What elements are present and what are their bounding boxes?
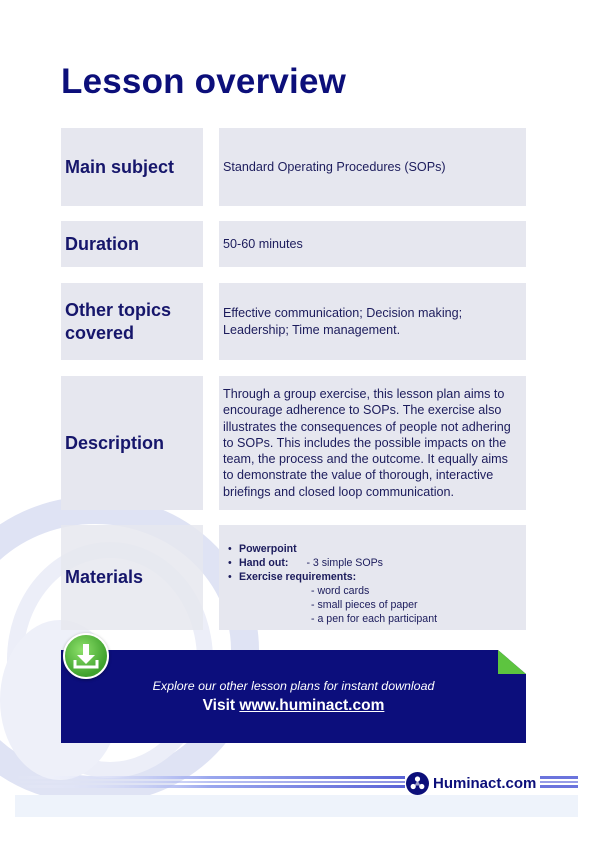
brand-name: Huminact.com — [433, 774, 537, 792]
exercise-item: - small pieces of paper — [311, 599, 418, 611]
brand — [406, 771, 536, 795]
download-banner[interactable] — [61, 650, 526, 743]
exercise-item: - word cards — [311, 585, 370, 597]
row-value: Effective communication; Decision making; Leadership; Time management. — [219, 283, 526, 360]
materials-list — [219, 525, 526, 630]
download-icon[interactable] — [63, 633, 109, 679]
row-value: Standard Operating Procedures (SOPs) — [219, 128, 526, 206]
corner-fold-icon — [498, 650, 526, 674]
list-item — [223, 542, 518, 556]
visit-label: Visit — [202, 697, 236, 714]
material-powerpoint: Powerpoint — [239, 543, 297, 555]
download-arrow-icon — [65, 635, 107, 677]
row-value: Through a group exercise, this lesson plan aims to encourage adherence to SOPs. The exercise also illustrates the consequences of people not adhering to SOPs. This includes the possible impacts on the team, the process and the outcome. It equally aims to demonstrate the value of thorough, interactive briefings and closed loop communication. — [219, 376, 526, 510]
row-label: Other topics covered — [61, 283, 203, 360]
bullet: • — [228, 571, 232, 583]
material-exercise-label: Exercise requirements: — [239, 571, 357, 583]
exercise-item: - a pen for each participant — [311, 613, 438, 625]
row-value: 50-60 minutes — [219, 221, 526, 267]
row-label: Materials — [61, 525, 203, 630]
list-item — [223, 570, 518, 584]
banner-tagline: Explore our other lesson plans for instant download — [152, 679, 435, 693]
row-label: Duration — [61, 221, 203, 267]
row-label: Description — [61, 376, 203, 510]
table-row — [61, 221, 526, 267]
page-title: Lesson overview — [61, 62, 347, 101]
bullet: • — [228, 543, 232, 555]
table-row — [61, 283, 526, 360]
list-item — [223, 556, 518, 570]
table-row-materials — [61, 525, 526, 630]
website-link[interactable]: www.huminact.com — [239, 697, 385, 714]
huminact-logo-icon — [406, 772, 429, 795]
row-label: Main subject — [61, 128, 203, 206]
banner-visit — [61, 697, 526, 715]
table-row — [61, 376, 526, 510]
material-hand-out-value: - 3 simple SOPs — [306, 557, 383, 569]
bullet: • — [228, 557, 232, 569]
table-row — [61, 128, 526, 206]
material-hand-out-label: Hand out: — [239, 557, 289, 569]
